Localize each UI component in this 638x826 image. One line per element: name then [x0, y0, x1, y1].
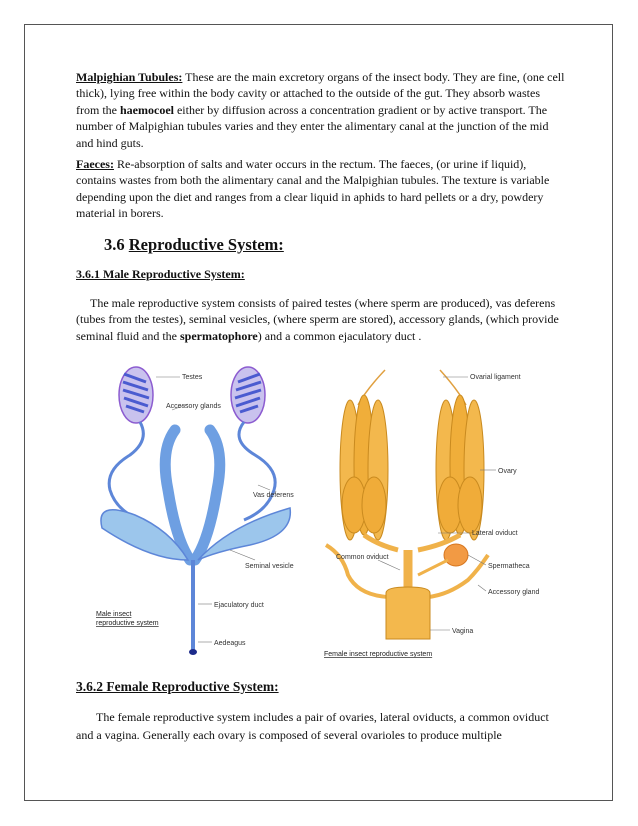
vagina-label: Vagina: [452, 628, 474, 635]
male-reproductive-diagram: [80, 360, 320, 660]
faeces-paragraph: [76, 156, 566, 222]
lateral-oviduct-label: Lateral oviduct: [472, 530, 518, 537]
male-caption-line-2: reproductive system: [96, 620, 159, 627]
section-number: 3.6: [104, 235, 129, 254]
ejaculatory-duct-label: Ejaculatory duct: [214, 602, 264, 609]
faeces-text: Re-absorption of salts and water occurs in the rectum. The faeces, (or urine if liquid), contains wastes from both the alimentary canal and the Malpighian tubules. The texture is variable depending upon the diet and ranges from a clear liquid in aphids to hard pellets or a dry, powdery material in borers.: [76, 157, 550, 221]
ovary-right: [436, 395, 484, 540]
vas-deferens-label: Vas deferens: [253, 492, 294, 499]
male-caption-line-1: Male insect: [96, 611, 132, 618]
ovary-left: [340, 395, 388, 540]
spermatophore-term: spermatophore: [179, 328, 258, 343]
malpighian-text-1: These are the main excretory organs of the insect body. They are fine, (one cell thick), lying free within the body cavity or attached to the outside of the gut. They absorb wastes from the: [76, 70, 565, 117]
accessory-glands-label: Accessory glands: [166, 403, 221, 410]
spermatheca: [444, 544, 468, 566]
female-reproductive-diagram: [318, 365, 550, 661]
vas-deferens-left: [109, 422, 143, 520]
malpighian-term: Malpighian Tubules:: [76, 70, 183, 84]
section-heading: [104, 235, 284, 255]
haemocoel-term: haemocoel: [120, 102, 174, 117]
male-text-2: ) and a common ejaculatory duct .: [257, 328, 422, 343]
faeces-term: Faeces:: [76, 157, 114, 171]
ovary-label: Ovary: [498, 468, 517, 475]
female-heading: 3.6.2 Female Reproductive System:: [76, 679, 279, 694]
male-text-1: The male reproductive system consists of paired testes (where sperm are produced), vas deferens (tubes from the testes), seminal vesicles, (where sperm are stored), accessory glands, (which provide seminal fluid and the: [76, 296, 559, 343]
vagina: [386, 587, 430, 639]
common-oviduct-label: Common oviduct: [336, 554, 389, 561]
testis-left: [119, 367, 153, 423]
accessory-gland-right: [195, 430, 220, 560]
male-paragraph: [76, 295, 566, 344]
malpighian-text-2: either by diffusion across a concentration gradient or by active transport. The number of Malpighian tubules varies and they enter the alimentary canal at the junction of the mid and hind guts.: [76, 102, 549, 150]
female-caption: Female insect reproductive system: [324, 651, 433, 658]
accessory-gland-left: [326, 545, 388, 597]
aedeagus-label: Aedeagus: [214, 640, 246, 647]
vas-deferens-right: [239, 422, 275, 520]
spermatheca-label: Spermatheca: [488, 563, 530, 570]
male-heading: 3.6.1 Male Reproductive System:: [76, 267, 245, 281]
section-title: Reproductive System:: [128, 235, 284, 254]
accessory-gland-label: Accessory gland: [488, 589, 540, 596]
testis-right: [231, 367, 265, 423]
aedeagus-tip: [189, 649, 197, 655]
female-paragraph: The female reproductive system includes a pair of ovaries, lateral oviducts, a common oviduct and a vagina. Generally each ovary is composed of several ovarioles to produce multiple: [76, 710, 549, 742]
ovarial-ligament-label: Ovarial ligament: [470, 374, 521, 381]
seminal-vesicle-label: Seminal vesicle: [245, 563, 294, 570]
testes-label: Testes: [182, 374, 203, 381]
malpighian-paragraph: [76, 69, 566, 151]
